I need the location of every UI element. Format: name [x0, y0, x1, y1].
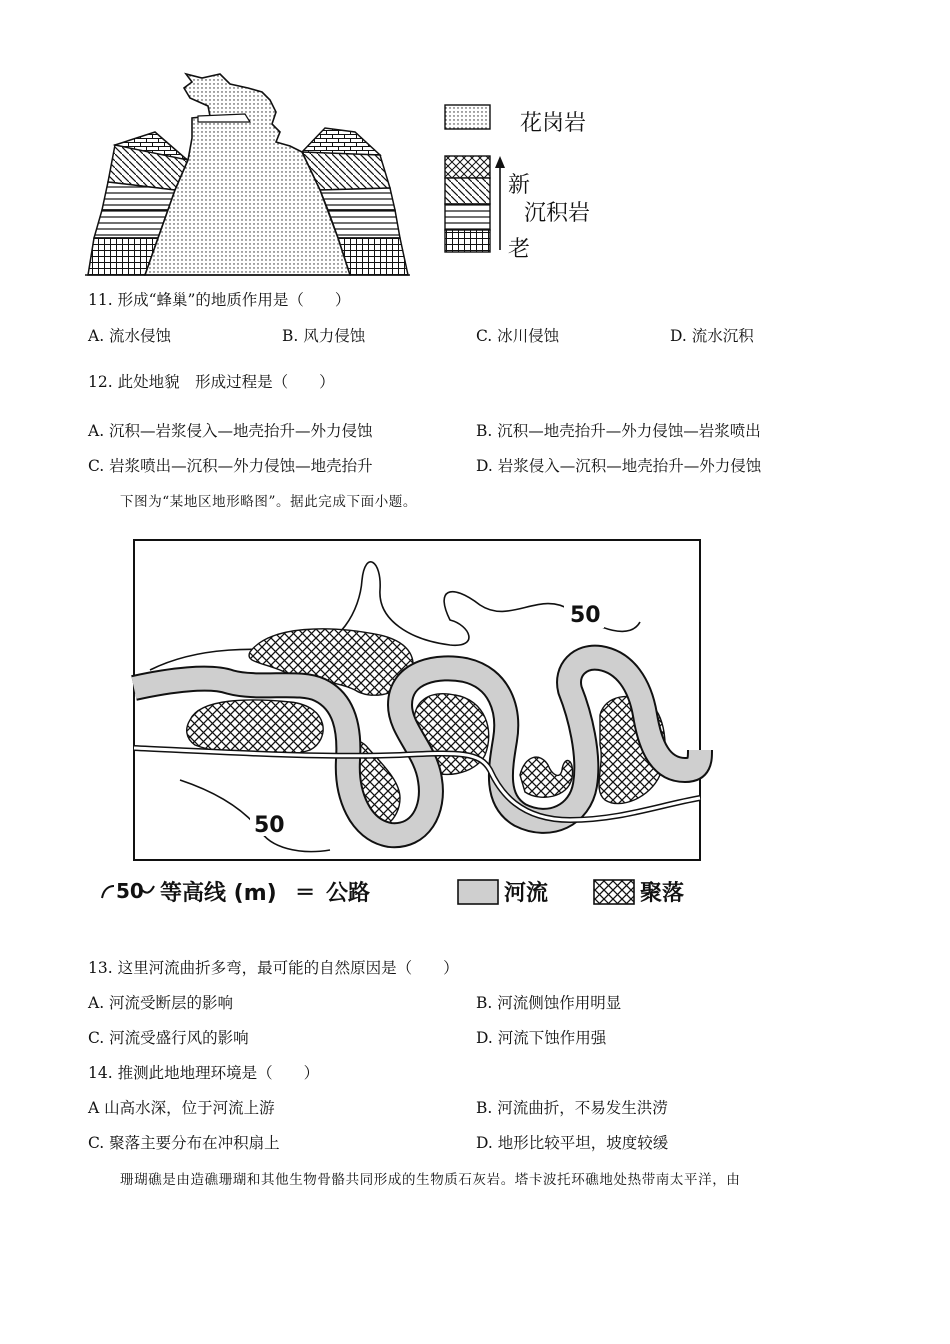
- legend-settlement-label: 聚落: [640, 881, 685, 906]
- q14-option-c[interactable]: C. 聚落主要分布在冲积扇上: [88, 1134, 280, 1152]
- figure-rock-section: [80, 70, 620, 280]
- question-11-stem: 11. 形成“蜂巢”的地质作用是（ ）: [88, 291, 351, 309]
- legend-old-label: 老: [508, 237, 531, 262]
- q11-option-c[interactable]: C. 冰川侵蚀: [476, 327, 560, 345]
- q12-option-c[interactable]: C. 岩浆喷出—沉积—外力侵蚀—地壳抬升: [88, 457, 373, 475]
- q12-option-d[interactable]: D. 岩浆侵入—沉积—地壳抬升—外力侵蚀: [476, 457, 762, 475]
- legend-sedimentary-swatch: [445, 156, 490, 252]
- q14-option-d[interactable]: D. 地形比较平坦，坡度较缓: [476, 1134, 669, 1152]
- contour-label-top: 50: [570, 603, 601, 628]
- legend-sedimentary-label: 沉积岩: [524, 201, 591, 226]
- intro-paragraph-3: 珊瑚礁是由造礁珊瑚和其他生物骨骼共同形成的生物质石灰岩。塔卡波托环礁地处热带南太平洋，由: [120, 1172, 741, 1188]
- q13-option-c[interactable]: C. 河流受盛行风的影响: [88, 1029, 249, 1047]
- legend-contour-label: 等高线 (m): [160, 881, 277, 906]
- intro-paragraph-2: 下图为“某地区地形略图”。据此完成下面小题。: [120, 494, 418, 510]
- q14-option-a[interactable]: A 山高水深，位于河流上游: [88, 1099, 275, 1117]
- question-12-stem: 12. 此处地貌 形成过程是（ ）: [88, 373, 335, 391]
- legend-contour-symbol: [102, 886, 114, 898]
- legend-contour-sample: 50: [116, 879, 144, 903]
- settlement: [187, 700, 323, 755]
- legend-settlement-swatch: [594, 880, 634, 904]
- q11-option-d[interactable]: D. 流水沉积: [670, 327, 754, 345]
- q13-option-b[interactable]: B. 河流侧蚀作用明显: [476, 994, 622, 1012]
- q12-option-b[interactable]: B. 沉积—地壳抬升—外力侵蚀—岩浆喷出: [476, 422, 761, 440]
- q13-option-a[interactable]: A. 河流受断层的影响: [88, 994, 234, 1012]
- legend-new-label: 新: [508, 173, 531, 198]
- rock-section-svg: [80, 70, 620, 280]
- legend-river-label: 河流: [504, 881, 549, 906]
- contour-label-bottom: 50: [254, 813, 285, 838]
- q11-option-b[interactable]: B. 风力侵蚀: [282, 327, 366, 345]
- age-arrow: [495, 156, 505, 250]
- figure-terrain-map: [100, 530, 720, 920]
- settlement: [520, 757, 573, 797]
- question-13-stem: 13. 这里河流曲折多弯，最可能的自然原因是（ ）: [88, 959, 459, 977]
- q12-option-a[interactable]: A. 沉积—岩浆侵入—地壳抬升—外力侵蚀: [88, 422, 373, 440]
- question-14-stem: 14. 推测此地地理环境是（ ）: [88, 1064, 320, 1082]
- q14-option-b[interactable]: B. 河流曲折，不易发生洪涝: [476, 1099, 668, 1117]
- legend-road-symbol: ═: [298, 878, 313, 906]
- legend-road-label: 公路: [326, 881, 371, 906]
- q13-option-d[interactable]: D. 河流下蚀作用强: [476, 1029, 607, 1047]
- legend-granite-label: 花岗岩: [520, 111, 587, 136]
- terrain-map-svg: [100, 530, 720, 920]
- legend-river-swatch: [458, 880, 498, 904]
- map-legend: [102, 878, 684, 906]
- q11-option-a[interactable]: A. 流水侵蚀: [88, 327, 172, 345]
- legend-granite-swatch: [445, 105, 490, 129]
